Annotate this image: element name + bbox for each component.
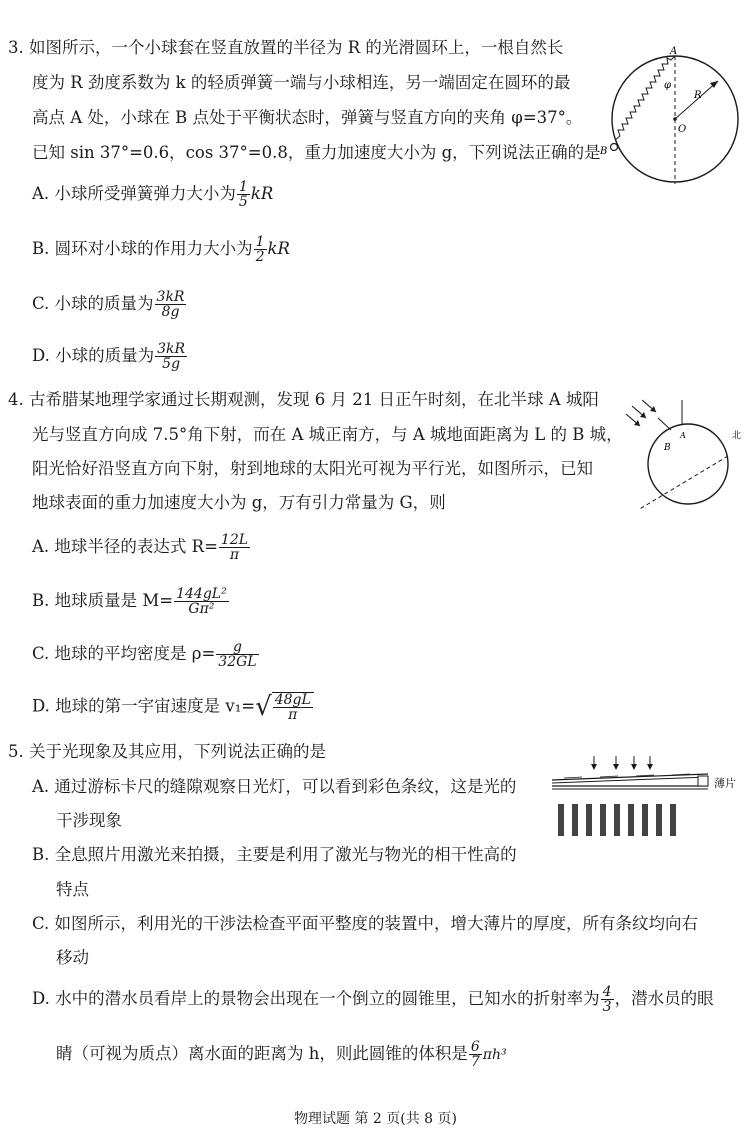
label-a: A <box>670 46 678 57</box>
q5-option-d-fraction-1 <box>601 985 614 1014</box>
q4-line-3: 阳光恰好沿竖直方向下射，射到地球的太阳光可视为平行光，如图所示，已知 <box>32 459 593 478</box>
label-o: O <box>678 124 687 135</box>
q4-option-d-num: 48gL <box>274 692 311 708</box>
q4-option-b-num: 144gL² <box>176 586 227 602</box>
q5-option-d-line-2 <box>56 1040 507 1069</box>
top-glass-plate-edge <box>552 777 708 783</box>
fringe-6 <box>628 804 634 836</box>
ray-to-a <box>658 418 671 430</box>
label-sheet: 薄片 <box>714 777 736 790</box>
fringe-9 <box>670 804 676 836</box>
q3-option-c-fraction <box>155 290 187 319</box>
q3-option-b <box>32 235 290 264</box>
fringe-1 <box>558 804 564 836</box>
q3-ring-diagram <box>598 44 748 190</box>
q5-option-a-line-2: 干涉现象 <box>56 811 122 830</box>
q4-option-c <box>32 640 260 669</box>
page-footer: 物理试题 第 2 页(共 8 页) <box>294 1111 457 1127</box>
q3-option-c-den: 8g <box>155 304 187 319</box>
q3-option-b-fraction <box>254 235 267 264</box>
q5-option-b-line-2: 特点 <box>56 880 89 899</box>
q4-option-d-sqrt <box>255 692 314 722</box>
q3-option-c <box>32 290 187 319</box>
q3-option-d-den: 5g <box>155 356 187 371</box>
q4-earth-diagram <box>624 398 748 512</box>
q4-line-4: 地球表面的重力加速度大小为 g，万有引力常量为 G，则 <box>32 493 446 512</box>
q5-option-d-den-1: 3 <box>602 999 612 1015</box>
q4-option-c-fraction <box>216 640 258 669</box>
label-phi: φ <box>664 80 672 91</box>
q4-option-b <box>32 587 230 616</box>
q3-option-c-num: 3kR <box>156 289 185 305</box>
q5-option-a-line-1: A. 通过游标卡尺的缝隙观察日光灯，可以看到彩色条纹，这是光的 <box>32 777 517 796</box>
q3-option-a-text: A. 小球所受弹簧弹力大小为 <box>32 184 236 203</box>
q4-option-c-num: g <box>232 639 242 655</box>
q3-option-b-num: 1 <box>255 234 265 250</box>
incident-arrowhead-4 <box>647 764 653 770</box>
q3-option-d-num: 3kR <box>157 341 186 357</box>
q4-option-b-text: B. 地球质量是 M= <box>32 591 174 610</box>
sun-ray-3-arrow <box>634 420 640 426</box>
q5-option-d-den-2: 7 <box>470 1054 480 1070</box>
q3-option-a <box>32 180 273 209</box>
spring-zigzag <box>615 56 675 140</box>
incident-arrowhead-1 <box>591 764 597 770</box>
q5-option-c-line-2: 移动 <box>56 948 89 967</box>
ray-segment-2 <box>600 776 618 777</box>
q4-option-b-den: Gπ² <box>174 601 229 616</box>
q5-option-d-line-1 <box>32 985 714 1014</box>
q3-line-3: 高点 A 处，小球在 B 点处于平衡状态时，弹簧与竖直方向的夹角 φ=37°。 <box>32 108 583 127</box>
q3-option-b-den: 2 <box>255 249 265 265</box>
q5-option-c-line-1: C. 如图所示，利用光的干涉法检查平面平整度的装置中，增大薄片的厚度，所有条纹均向右 <box>32 914 699 933</box>
q4-option-d-text: D. 地球的第一宇宙速度是 v₁= <box>32 696 256 716</box>
sun-ray-2-arrow <box>650 406 656 412</box>
q3-line-2: 度为 R 劲度系数为 k 的轻质弹簧一端与小球相连，另一端固定在圆环的最 <box>32 73 571 92</box>
q4-option-d-den: π <box>273 707 313 722</box>
q3-line-4: 已知 sin 37°=0.6，cos 37°=0.8，重力加速度大小为 g，下列说法正确的是 <box>32 143 601 162</box>
q3-option-b-suffix: kR <box>267 239 290 258</box>
q3-line-1: 3. 如图所示，一个小球套在竖直放置的半径为 R 的光滑圆环上，一根自然长 <box>8 38 564 57</box>
q5-option-d-num-1: 4 <box>602 984 612 1000</box>
q5-option-d-text-2: ，潜水员的眼 <box>614 989 714 1008</box>
center-o <box>673 117 677 121</box>
q3-option-d-text: D. 小球的质量为 <box>32 346 155 365</box>
q5-option-d-suffix: πh³ <box>482 1047 507 1063</box>
thin-sheet <box>698 776 708 786</box>
q5-stem: 5. 关于光现象及其应用，下列说法正确的是 <box>8 742 326 761</box>
q5-interference-diagram <box>548 754 748 838</box>
q4-option-a-fraction <box>219 533 250 562</box>
q3-option-a-num: 1 <box>238 179 248 195</box>
q4-option-a-text: A. 地球半径的表达式 R= <box>32 537 218 556</box>
sun-ray-1-arrow <box>640 412 646 418</box>
fringe-4 <box>600 804 606 836</box>
q3-option-d <box>32 342 188 371</box>
q5-option-d-text-3: 睛（可视为质点）离水面的距离为 h，则此圆锥的体积是 <box>56 1044 468 1063</box>
label-b: B <box>600 146 608 157</box>
q4-option-d-fraction <box>273 693 313 722</box>
fringe-8 <box>656 804 662 836</box>
sqrt-radical-sign: √ <box>255 692 272 722</box>
q3-option-a-suffix: kR <box>250 184 274 203</box>
q4-line-1: 4. 古希腊某地理学家通过长期观测，发现 6 月 21 日正午时刻，在北半球 A 城阳 <box>8 390 599 409</box>
fringe-5 <box>614 804 620 836</box>
label-b-city: B <box>664 443 671 453</box>
fringe-7 <box>642 804 648 836</box>
q3-option-c-text: C. 小球的质量为 <box>32 294 154 313</box>
q3-option-a-den: 5 <box>238 194 248 210</box>
q4-option-c-den: 32GL <box>218 654 257 670</box>
q4-option-a-den: π <box>219 547 250 562</box>
label-north: 北 <box>732 431 742 441</box>
q5-option-d-num-2: 6 <box>470 1039 480 1055</box>
fringe-2 <box>572 804 578 836</box>
q5-option-d-text-1: D. 水中的潜水员看岸上的景物会出现在一个倒立的圆锥里，已知水的折射率为 <box>32 989 600 1008</box>
ball-b <box>611 144 618 151</box>
q4-option-c-text: C. 地球的平均密度是 ρ= <box>32 644 216 663</box>
q3-option-d-fraction <box>155 342 187 371</box>
ray-segment-1 <box>564 777 582 778</box>
incident-arrowhead-3 <box>631 764 637 770</box>
label-r: R <box>694 90 702 101</box>
interference-fringes <box>558 804 676 836</box>
earth-circle <box>648 424 728 504</box>
label-a-city: A <box>680 431 686 440</box>
q5-option-d-fraction-2 <box>469 1040 482 1069</box>
q3-option-a-fraction <box>237 180 250 209</box>
q4-option-d <box>32 692 314 722</box>
q4-option-a <box>32 533 251 562</box>
q4-option-b-fraction <box>174 587 229 616</box>
q5-option-b-line-1: B. 全息照片用激光来拍摄，主要是利用了激光与物光的相干性高的 <box>32 845 517 864</box>
q4-line-2: 光与竖直方向成 7.5°角下射，而在 A 城正南方，与 A 城地面距离为 L 的 B 城， <box>32 425 623 444</box>
incident-arrowhead-2 <box>613 764 619 770</box>
q4-option-a-num: 12L <box>220 532 249 548</box>
q3-option-b-text: B. 圆环对小球的作用力大小为 <box>32 239 253 258</box>
axis-dashed-line <box>638 456 728 510</box>
fringe-3 <box>586 804 592 836</box>
